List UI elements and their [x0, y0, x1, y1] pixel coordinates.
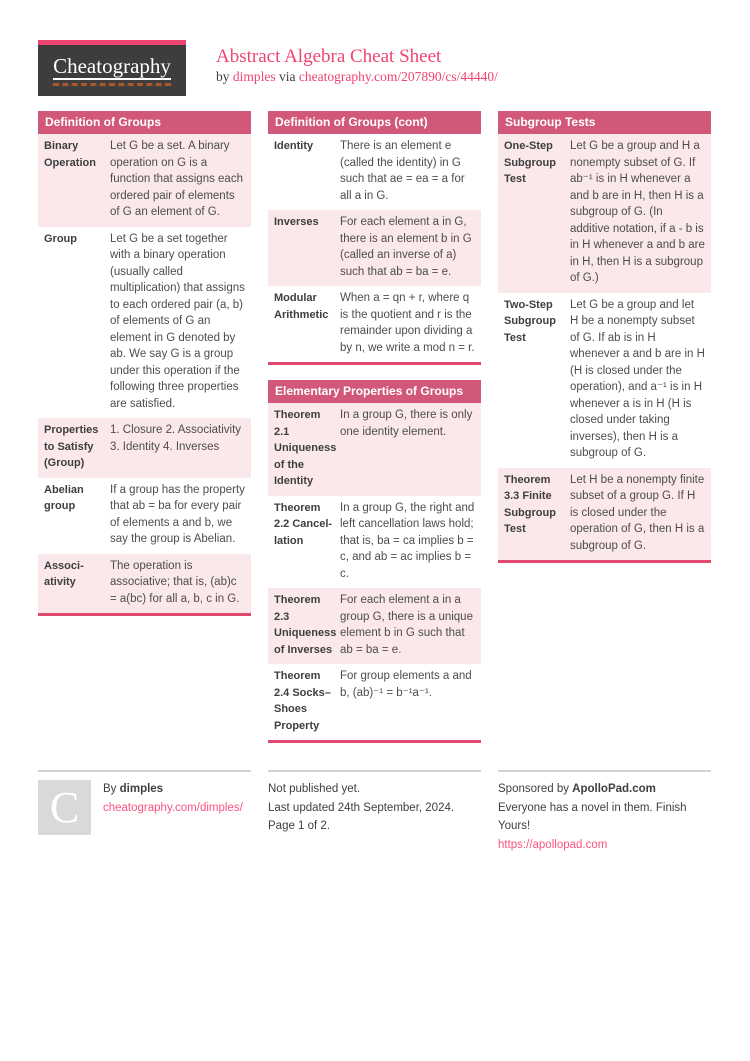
sponsor-name[interactable]: ApolloPad.com: [572, 783, 656, 795]
table-row: [268, 664, 481, 740]
table-row: [38, 554, 251, 614]
page-title: Abstract Algebra Cheat Sheet: [216, 46, 442, 67]
row-term: Binary Operation: [44, 140, 96, 169]
section-subgroup-tests: [498, 111, 711, 563]
section-title-subgroup-tests: Subgroup Tests: [498, 111, 711, 134]
main-content: [38, 111, 710, 758]
row-definition: Let G be a set. A binary operation on G is a function that assigns each ordered pair of elements of G an element of G.: [110, 140, 243, 218]
byline-prefix: by: [216, 69, 233, 84]
row-definition: 1. Closure 2. Associativity 3. Identity 4. Inverses: [110, 424, 242, 453]
author-avatar[interactable]: [38, 780, 91, 835]
table-row: [498, 134, 711, 293]
cheatography-logo-text: Cheatography: [53, 54, 171, 78]
row-term: Associ-ativity: [44, 559, 84, 588]
row-term: Properties to Satisfy (Group): [44, 424, 99, 469]
table-row: [268, 588, 481, 664]
row-definition: For group elements a and b, (ab)⁻¹ = b⁻¹a⁻¹.: [340, 670, 472, 699]
row-definition: The operation is associative; that is, (ab)c = a(bc) for all a, b, c in G.: [110, 559, 240, 605]
byline-author-link[interactable]: dimples: [232, 69, 276, 84]
table-row: [268, 403, 481, 496]
footer-author-block: [38, 770, 251, 835]
author-info: [103, 780, 243, 835]
row-term: Theorem 2.4 Socks–Shoes Property: [274, 670, 331, 732]
row-term: Theorem 2.1 Uniqueness of the Identity: [274, 409, 337, 487]
table-row: [38, 478, 251, 554]
sponsor-prefix: Sponsored by: [498, 783, 573, 795]
section-title-definition-of-groups-cont: Definition of Groups (cont): [268, 111, 481, 134]
column-1: [38, 111, 251, 631]
row-term: Theorem 2.3 Uniqueness of Inverses: [274, 594, 337, 656]
row-term: Theorem 3.3 Finite Subgroup Test: [504, 473, 556, 535]
publish-status: Not published yet.: [268, 783, 361, 795]
table-row: [38, 134, 251, 227]
row-definition: Let G be a set together with a binary operation (usually called multiplication) that assigns to each ordered pair (a, b) of elements of G an element in G denoted by ab. We say G is a group under this operation if the following three properties are satisfied.: [110, 232, 245, 410]
table-row: [38, 418, 251, 478]
row-definition: There is an element e (called the identity) in G such that ae = ea = a for all a in G.: [340, 140, 465, 202]
section-definition-of-groups: [38, 111, 251, 616]
table-row: [268, 210, 481, 286]
row-term: Abelian group: [44, 483, 84, 512]
row-definition: Let G be a group and H a nonempty subset of G. If ab⁻¹ is in H whenever a and b are in H, then H is a subgroup of G. (In additive notation, if a - b is in H whenever a and b are in H, then H is a subgroup of G.): [570, 140, 705, 284]
table-row: [268, 134, 481, 210]
table-row: [498, 293, 711, 468]
row-term: Group: [44, 232, 77, 245]
byline-url-link[interactable]: cheatography.com/207890/cs/44440/: [298, 69, 498, 84]
sponsor-tagline: Everyone has a novel in them. Finish Yours!: [498, 801, 687, 832]
column-3: [498, 111, 711, 578]
section-title-definition-of-groups: Definition of Groups: [38, 111, 251, 134]
byline: [216, 68, 498, 86]
cheatography-logo[interactable]: [38, 40, 186, 96]
section-title-elementary-properties: Elementary Properties of Groups: [268, 380, 481, 403]
footer-sponsor-block: [498, 770, 711, 854]
title-block: [216, 40, 498, 86]
row-term: One-Step Subgroup Test: [504, 140, 556, 185]
table-row: [498, 468, 711, 561]
page-footer: [38, 770, 710, 854]
byline-via: via: [275, 69, 299, 84]
table-row: [268, 496, 481, 589]
section-elementary-properties: [268, 380, 481, 743]
row-definition: Let G be a group and let H be a nonempty subset of G. If ab is in H whenever a and b are in H (H is closed under the operation), and a⁻¹ is in H whenever a is in H (H is closed under taking inverses), then H is a subgroup of G.: [570, 298, 705, 459]
last-updated: Last updated 24th September, 2024.: [268, 801, 455, 814]
row-term: Identity: [274, 140, 314, 152]
column-2: [268, 111, 481, 758]
sponsor-line: [498, 780, 711, 799]
section-definition-of-groups-cont: [268, 111, 481, 365]
table-row: [38, 227, 251, 419]
author-line: [103, 780, 243, 799]
row-term: Inverses: [274, 216, 319, 228]
by-prefix: By: [103, 783, 120, 795]
page-number: Page 1 of 2.: [268, 820, 331, 832]
row-definition: In a group G, there is only one identity element.: [340, 409, 473, 438]
logo-dashed-underline: [53, 83, 171, 86]
table-row: [268, 286, 481, 362]
sponsor-url-link[interactable]: https://apollopad.com: [498, 838, 608, 851]
row-term: Two-Step Subgroup Test: [504, 298, 556, 344]
author-name[interactable]: dimples: [119, 783, 164, 795]
row-definition: If a group has the property that ab = ba for every pair of elements a and b, we say the group is Abelian.: [110, 483, 245, 545]
author-profile-link[interactable]: cheatography.com/dimples/: [103, 801, 243, 814]
avatar-letter: C: [49, 782, 80, 832]
row-definition: For each element a in G, there is an element b in G (called an inverse of a) such that ab = ba = e.: [340, 216, 472, 278]
page-header: [38, 40, 710, 96]
row-term: Theorem 2.2 Cancel-lation: [274, 501, 333, 547]
row-definition: In a group G, the right and left cancellation laws hold; that is, ba = ca implies b = c, and ab = ac implies b = c.: [340, 501, 475, 580]
row-definition: When a = qn + r, where q is the quotient and r is the remainder upon dividing a by n, we write a mod n = r.: [340, 292, 475, 354]
footer-status-block: [268, 770, 481, 836]
row-term: Modular Arithmetic: [274, 292, 329, 321]
row-definition: Let H be a nonempty finite subset of a group G. If H is closed under the operation of G, then H is a subgroup of G.: [570, 473, 705, 552]
row-definition: For each element a in a group G, there is a unique element b in G such that ab = ba = e.: [340, 594, 473, 656]
